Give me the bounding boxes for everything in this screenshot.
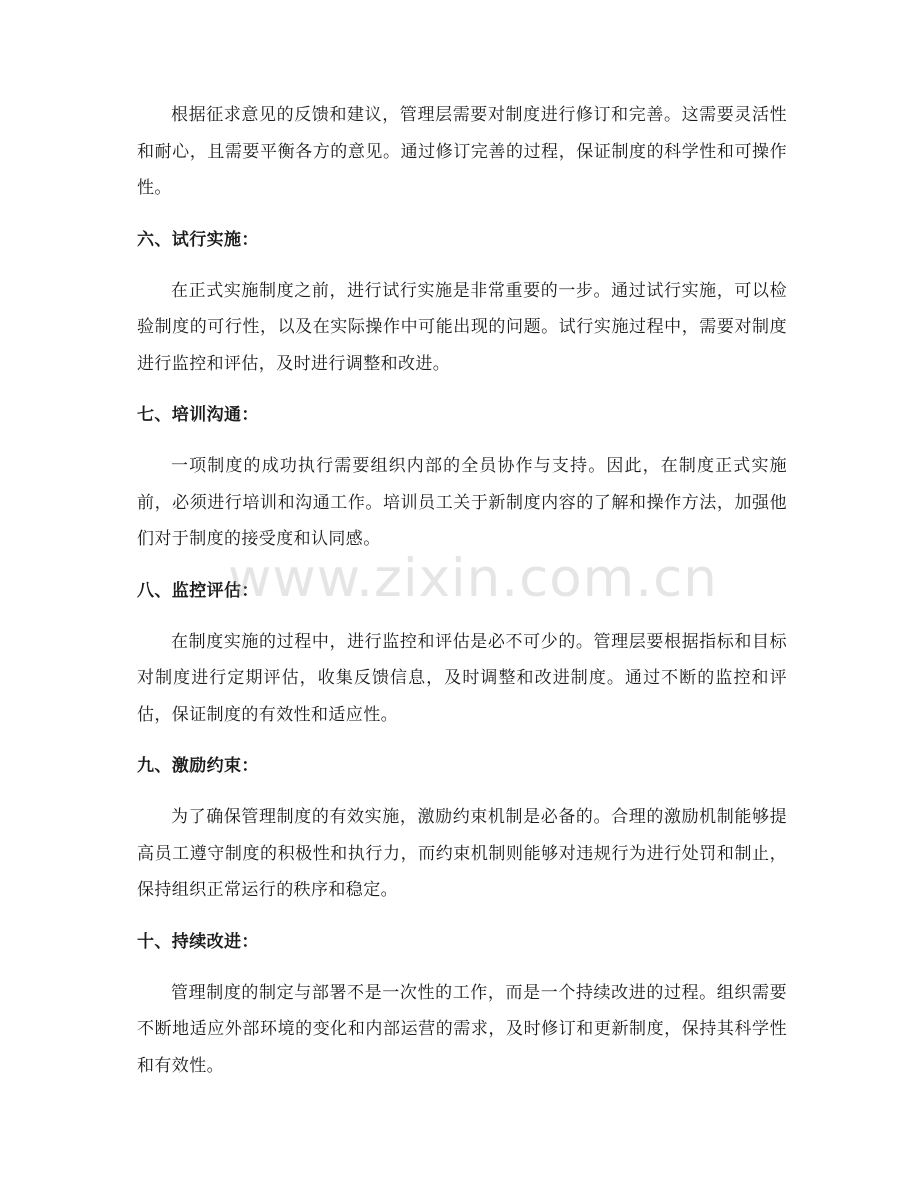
section-body-6: 在正式实施制度之前，进行试行实施是非常重要的一步。通过试行实施，可以检验制度的可行性，以及在实际操作中可能出现的问题。试行实施过程中，需要对制度进行监控和评估，及时进行调整和改进。: [137, 280, 787, 374]
section-heading-9: 九、激励约束：: [137, 756, 259, 776]
section-body-9: 为了确保管理制度的有效实施，激励约束机制是必备的。合理的激励机制能够提高员工遵守制度的积极性和执行力，而约束机制则能够对违规行为进行处罚和制止，保持组织正常运行的秩序和稳定。: [137, 807, 787, 900]
section-body-10: 管理制度的制定与部署不是一次性的工作，而是一个持续改进的过程。组织需要不断地适应外部环境的变化和内部运营的需求，及时修订和更新制度，保持其科学性和有效性。: [137, 982, 787, 1076]
section-heading-6: 六、试行实施：: [137, 229, 259, 250]
watermark: www.zixin.com.cn: [228, 548, 718, 609]
section-heading-7: 七、培训沟通：: [137, 405, 259, 425]
section-body-7: 一项制度的成功执行需要组织内部的全员协作与支持。因此，在制度正式实施前，必须进行培训和沟通工作。培训员工关于新制度内容的了解和操作方法，加强他们对于制度的接受度和认同感。: [137, 456, 787, 549]
section-body-8: 在制度实施的过程中，进行监控和评估是必不可少的。管理层要根据指标和目标对制度进行定期评估，收集反馈信息，及时调整和改进制度。通过不断的监控和评估，保证制度的有效性和适应性。: [137, 631, 787, 725]
document-body: [137, 97, 787, 1084]
section-heading-8: 八、监控评估：: [137, 580, 259, 601]
intro-paragraph: 根据征求意见的反馈和建议，管理层需要对制度进行修订和完善。这需要灵活性和耐心，且需要平衡各方的意见。通过修订完善的过程，保证制度的科学性和可操作性。: [137, 105, 787, 198]
section-heading-10: 十、持续改进：: [137, 931, 259, 952]
